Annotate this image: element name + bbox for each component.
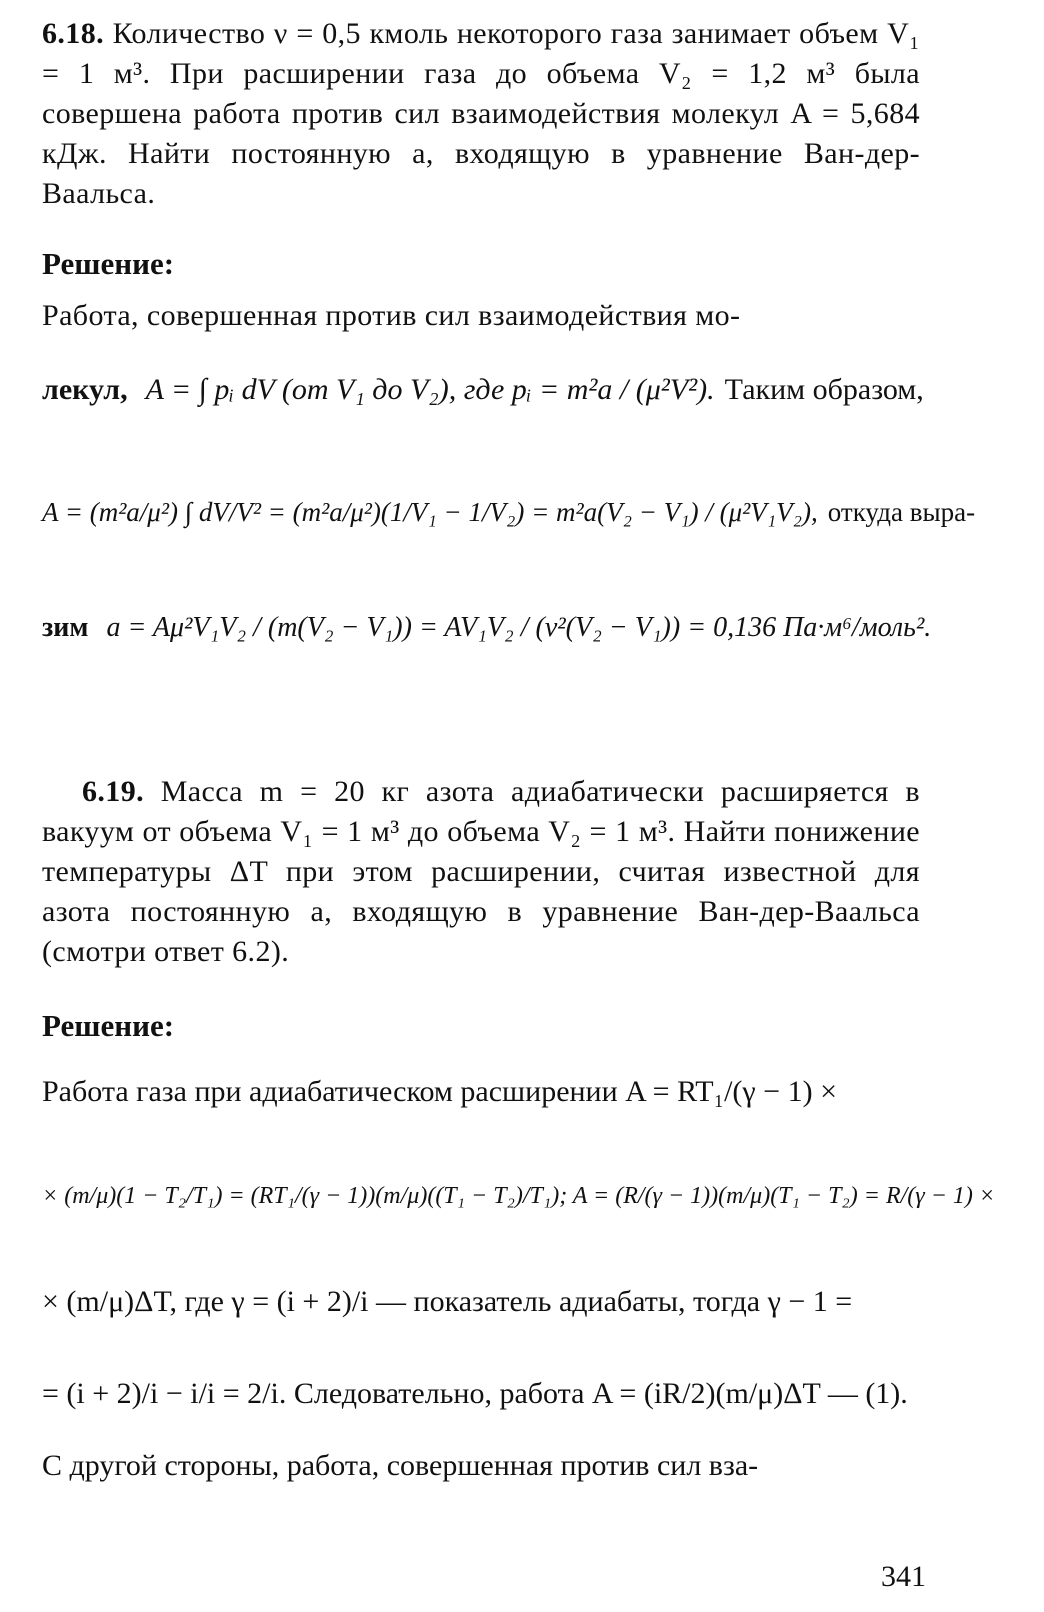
formula-work-result [42,492,976,532]
formula-constant-a [42,608,942,648]
problem-6-18-statement [42,14,920,214]
problem-number: 6.19. [82,775,144,808]
formula-tail: откуда выра- [827,497,976,527]
solution-text: Работа, совершенная против сил взаимодействия мо- [42,299,741,332]
solution-line-4 [42,1374,942,1414]
solution-line-2 [42,1176,996,1216]
solution-line-text: × (m/μ)(1 − T₂/T₁) = (RT₁/(γ − 1))(m/μ)((T₁ − T₂)/T₁); A = (R/(γ − 1))(m/μ)(T₁ − T₂) = R/(γ − 1) × [42,1183,996,1209]
solution-line-text: Работа газа при адиабатическом расширении A = RT₁/(γ − 1) × [42,1075,837,1108]
formula-lead: лекул, [42,373,128,406]
solution-heading: Решение: [42,246,175,281]
solution-line-text: × (m/μ)ΔT, где γ = (i + 2)/i — показатель адиабаты, тогда γ − 1 = [42,1285,853,1318]
solution-line-text: С другой стороны, работа, совершенная против сил вза- [42,1449,759,1482]
problem-text: Количество ν = 0,5 кмоль некоторого газа занимает объем V₁ = 1 м³. При расширении газа до объема V₂ = 1,2 м³ была совершена работа против сил взаимодействия молекул A = 5,684 кДж. Найти постоянную a, входящую в уравнение Ван-дер-Ваальса. [42,17,920,210]
formula-math: A = (m²a/μ²) ∫ dV/V² = (m²a/μ²)(1/V₁ − 1/V₂) = m²a(V₂ − V₁) / (μ²V₁V₂), [42,497,818,527]
formula-tail: Таким образом, [724,373,924,406]
formula-math: a = Aμ²V₁V₂ / (m(V₂ − V₁)) = AV₁V₂ / (ν²(V₂ − V₁)) = 0,136 Па·м⁶/моль². [106,612,932,643]
solution-heading: Решение: [42,1008,175,1043]
problem-number: 6.18. [42,17,104,50]
problem-text: Масса m = 20 кг азота адиабатически расширяется в вакуум от объема V₁ = 1 м³ до объема V₂ = 1 м³. Найти понижение температуры ΔT при этом расширении, считая известной для азота постоянную a, входящую в уравнение Ван-дер-Ваальса (смотри ответ 6.2). [42,775,921,968]
solution-line-text: = (i + 2)/i − i/i = 2/i. Следовательно, работа A = (iR/2)(m/μ)ΔT — (1). [42,1377,908,1410]
solution-line-1 [42,1072,942,1112]
formula-math: A = ∫ pᵢ dV (от V₁ до V₂), где pᵢ = m²a / (μ²V²). [145,373,715,406]
solution-line-5 [42,1446,942,1486]
formula-lead: зим [42,612,89,643]
solution-line-3 [42,1282,942,1322]
formula-work-integral [42,370,942,410]
page-number: 341 [881,1560,926,1593]
problem-6-19-statement [42,772,920,972]
